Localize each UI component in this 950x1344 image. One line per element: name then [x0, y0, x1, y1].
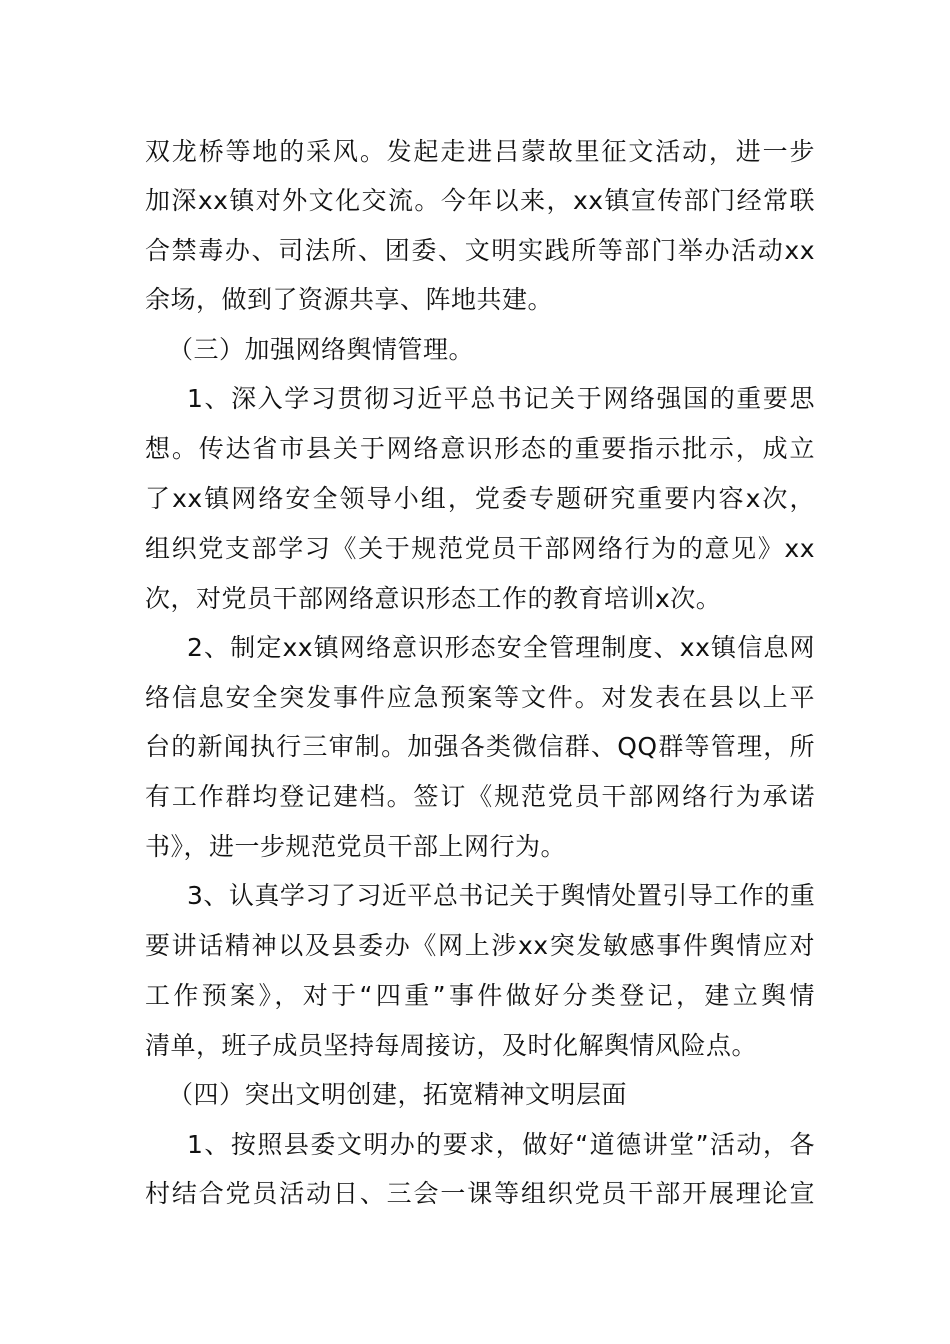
text-line: 清单，班子成员坚持每周接访，及时化解舆情风险点。 — [145, 1031, 758, 1060]
text-line: 村结合党员活动日、三会一课等组织党员干部开展理论宣 — [145, 1179, 815, 1208]
text-line: 要讲话精神以及县委办《网上涉xx突发敏感事件舆情应对 — [145, 931, 815, 960]
section-heading: （三）加强网络舆情管理。 — [168, 335, 475, 364]
text-line: 1、按照县委文明办的要求，做好“道德讲堂”活动，各 — [187, 1130, 815, 1159]
text-line: 加深xx镇对外文化交流。今年以来，xx镇宣传部门经常联 — [145, 186, 815, 215]
text-line: 次，对党员干部网络意识形态工作的教育培训x次。 — [145, 584, 722, 613]
text-line: 工作预案》，对于“四重”事件做好分类登记，建立舆情 — [145, 981, 815, 1010]
text-line: 双龙桥等地的采风。发起走进吕蒙故里征文活动，进一步 — [145, 137, 815, 166]
text-line: 合禁毒办、司法所、团委、文明实践所等部门举办活动xx — [145, 236, 815, 265]
text-line: 想。传达省市县关于网络意识形态的重要指示批示，成立 — [145, 434, 815, 463]
text-line: 3、认真学习了习近平总书记关于舆情处置引导工作的重 — [187, 881, 815, 910]
text-line: 余场，做到了资源共享、阵地共建。 — [145, 285, 554, 314]
text-line: 1、深入学习贯彻习近平总书记关于网络强国的重要思 — [187, 384, 815, 413]
text-line: 络信息安全突发事件应急预案等文件。对发表在县以上平 — [145, 683, 815, 712]
section-heading: （四）突出文明创建，拓宽精神文明层面 — [168, 1080, 628, 1109]
text-line: 2、制定xx镇网络意识形态安全管理制度、xx镇信息网 — [187, 633, 815, 662]
text-line: 有工作群均登记建档。签订《规范党员干部网络行为承诺 — [145, 782, 815, 811]
text-line: 书》，进一步规范党员干部上网行为。 — [145, 832, 567, 861]
text-line: 组织党支部学习《关于规范党员干部网络行为的意见》xx — [145, 534, 815, 563]
text-line: 台的新闻执行三审制。加强各类微信群、QQ群等管理，所 — [145, 732, 815, 761]
text-line: 了xx镇网络安全领导小组，党委专题研究重要内容x次， — [145, 484, 815, 513]
